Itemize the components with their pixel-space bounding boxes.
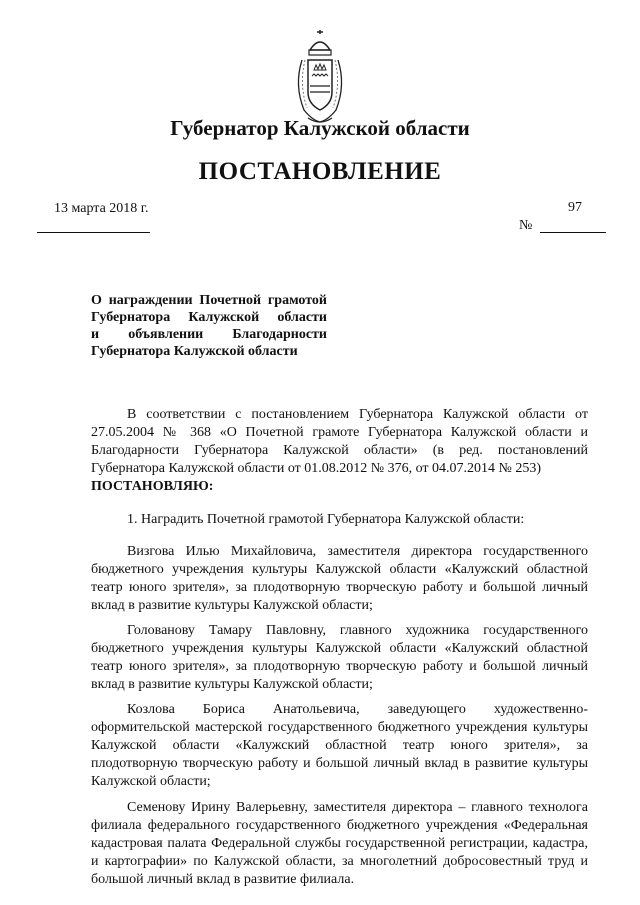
preamble-text: В соответствии с постановлением Губернатора Калужской области от 27.05.2004 № 368 «О Почетной грамоте Губернатора Калужской области и Благодарности Губернатора Калужской области» (в ред. постановлений Губернатора Калужской области от 01.08.2012 № 376, от 04.07.2014 № 253) — [91, 407, 588, 476]
point-1-heading: 1. Наградить Почетной грамотой Губернатора Калужской области: — [127, 512, 525, 527]
issuing-authority: Губернатор Калужской области — [170, 116, 470, 140]
number-underline — [540, 232, 606, 233]
subject-line: и объявлении Благодарности — [91, 327, 327, 342]
decree-word: ПОСТАНОВЛЯЮ: — [91, 479, 214, 494]
coat-of-arms-icon — [290, 30, 350, 126]
preamble-block — [91, 406, 588, 496]
subject-line: Губернатора Калужской области — [91, 344, 298, 359]
awardee-paragraph: Голованову Тамару Павловну, главного художника государственного бюджетного учреждения культуры Калужской области «Калужский областной театр юного зрителя», за плодотворную творческую работу и большой личный вклад в развитие культуры Калужской области; — [91, 623, 588, 692]
document-type-title: ПОСТАНОВЛЕНИЕ — [198, 158, 442, 185]
date-underline — [37, 232, 150, 233]
awardee-paragraph: Козлова Бориса Анатольевича, заведующего художественно-оформительской мастерской государственного бюджетного учреждения культуры Калужской области «Калужский областной театр юного зрителя», за плодотворную творческую работу и большой личный вклад в развитие культуры Калужской области; — [91, 702, 588, 789]
document-date: 13 марта 2018 г. — [54, 201, 149, 216]
document-subject — [91, 292, 327, 360]
subject-line: О награждении Почетной грамотой — [91, 293, 327, 308]
subject-line: Губернатора Калужской области — [91, 310, 327, 325]
number-sign: № — [519, 218, 533, 233]
document-number: 97 — [568, 200, 582, 215]
awardee-paragraph: Визгова Илью Михайловича, заместителя директора государственного бюджетного учреждения культуры Калужской области «Калужский областной театр юного зрителя», за плодотворную творческую работу и большой личный вклад в развитие культуры Калужской области; — [91, 544, 588, 613]
awardee-paragraph: Семенову Ирину Валерьевну, заместителя директора – главного технолога филиала федерального государственного бюджетного учреждения «Федеральная кадастровая палата Федеральной службы государственной регистрации, кадастра, и картографии» по Калужской области, за многолетний добросовестный труд и большой личный вклад в развитие филиала. — [91, 800, 588, 887]
